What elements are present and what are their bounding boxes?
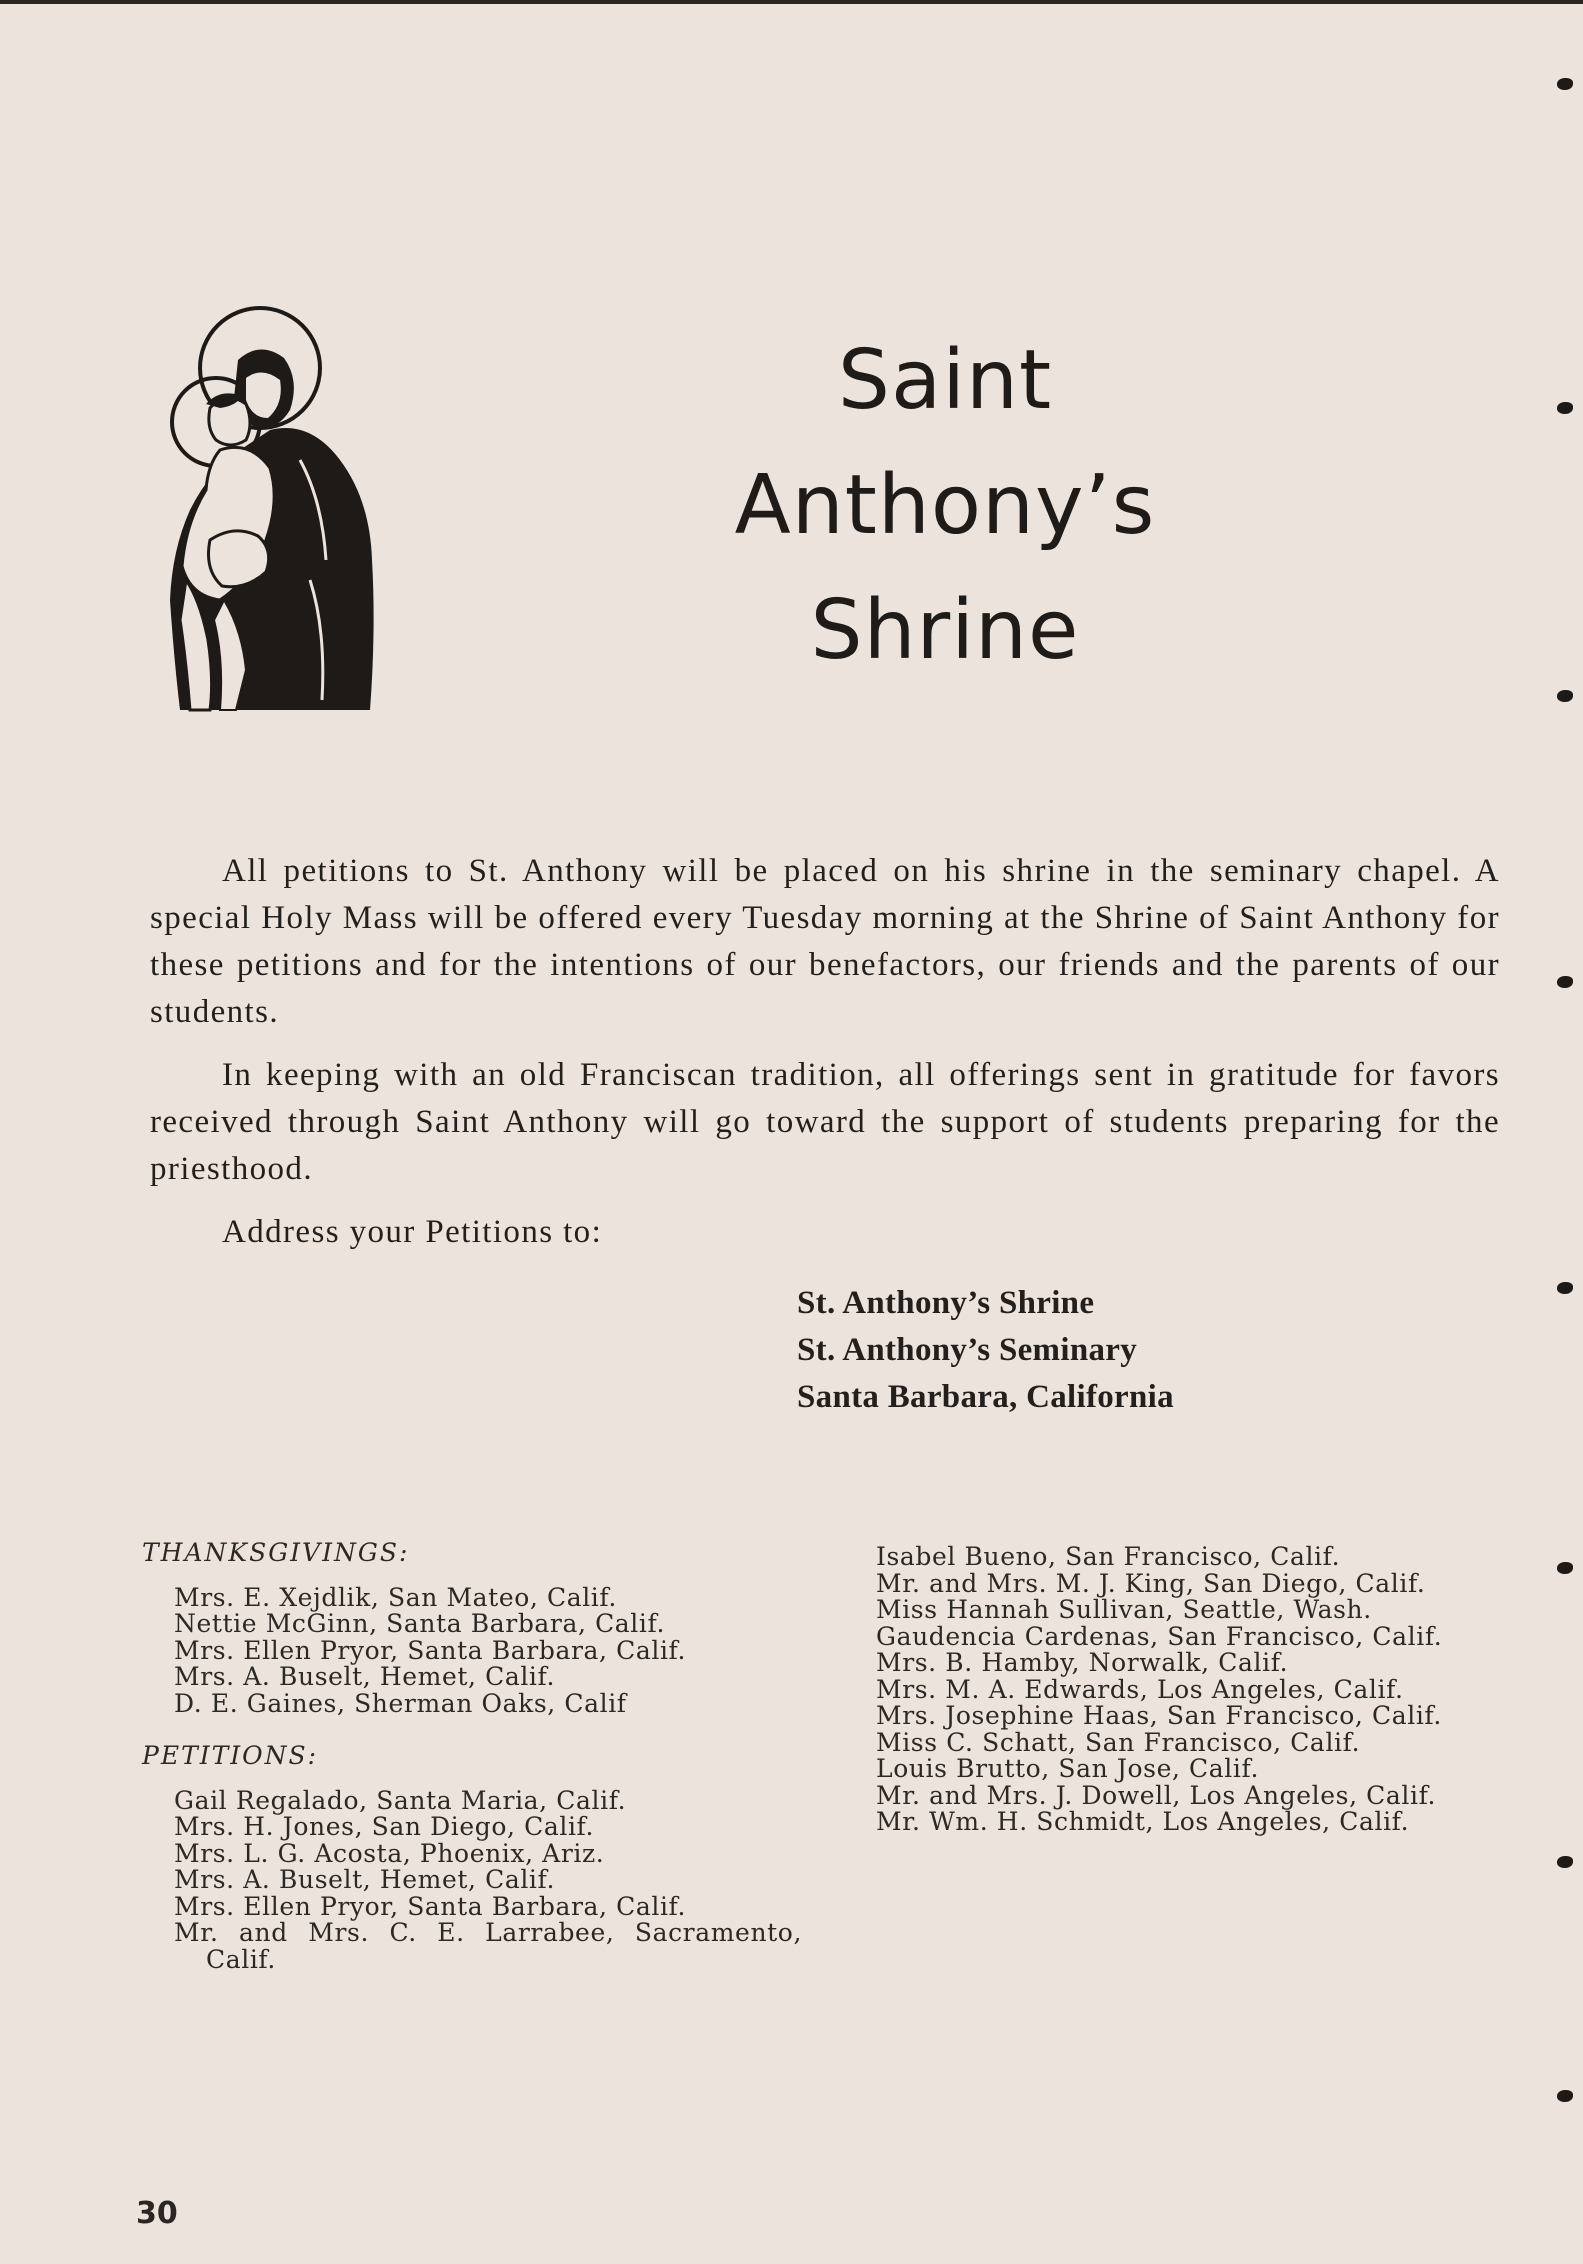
title-line: Shrine — [810, 583, 1080, 678]
list-item: Mrs. H. Jones, San Diego, Calif. — [174, 1812, 595, 1841]
list-item: Mrs. B. Hamby, Norwalk, Calif. — [876, 1648, 1289, 1677]
list-item: Miss Hannah Sullivan, Seattle, Wash. — [876, 1595, 1372, 1624]
binding-hole — [1557, 402, 1573, 414]
address-line: St. Anthony’s Seminary — [797, 1332, 1138, 1368]
thanksgivings-list — [142, 1582, 802, 1718]
list-item: Mr. and Mrs. C. E. Larrabee, Sacramento, Calif. — [174, 1918, 802, 1974]
binding-hole — [1557, 1282, 1573, 1294]
page-title — [640, 318, 1250, 693]
list-item: Miss C. Schatt, San Francisco, Calif. — [876, 1727, 1361, 1757]
intro-text — [150, 848, 1500, 1209]
list-item: Mrs. Ellen Pryor, Santa Barbara, Calif. — [174, 1635, 687, 1665]
list-item: Nettie McGinn, Santa Barbara, Calif. — [174, 1609, 666, 1638]
list-item: Mr. and Mrs. M. J. King, San Diego, Calif. — [876, 1568, 1426, 1598]
intro-paragraph: All petitions to St. Anthony will be placed on his shrine in the seminary chapel. A special Holy Mass will be offered every Tuesday morning at the Shrine of Saint Anthony for these petitions and for the intentions of our benefactors, our friends and the parents of our students. — [150, 853, 1500, 1030]
title-line: Anthony’s — [734, 458, 1156, 553]
left-column — [142, 1540, 802, 1999]
list-item: Gaudencia Cardenas, San Francisco, Calif. — [876, 1621, 1443, 1651]
list-item: Mrs. Josephine Haas, San Francisco, Calif. — [876, 1701, 1442, 1730]
list-item: Mrs. Ellen Pryor, Santa Barbara, Calif. — [174, 1891, 687, 1921]
binding-hole — [1557, 690, 1573, 702]
list-item: Gail Regalado, Santa Maria, Calif. — [174, 1785, 627, 1815]
page-top-edge — [0, 0, 1583, 4]
intro-paragraph: In keeping with an old Franciscan tradition, all offerings sent in gratitude for favors received through Saint Anthony will go toward the support of students preparing for the priesthood. — [150, 1057, 1500, 1187]
right-column — [876, 1544, 1496, 1836]
list-item: Mrs. A. Buselt, Hemet, Calif. — [174, 1662, 556, 1691]
mailing-address — [797, 1280, 1174, 1421]
petitions-heading: PETITIONS: — [142, 1741, 319, 1770]
address-line: Santa Barbara, California — [797, 1379, 1174, 1415]
list-item: Mr. Wm. H. Schmidt, Los Angeles, Calif. — [876, 1807, 1410, 1836]
list-item: Mrs. A. Buselt, Hemet, Calif. — [174, 1865, 556, 1894]
title-line: Saint — [837, 333, 1053, 428]
thanksgivings-heading: THANKSGIVINGS: — [142, 1538, 410, 1567]
binding-hole — [1557, 1562, 1573, 1574]
list-item: Louis Brutto, San Jose, Calif. — [876, 1754, 1259, 1783]
binding-hole — [1557, 1856, 1573, 1868]
binding-hole — [1557, 2090, 1573, 2102]
binding-hole — [1557, 78, 1573, 90]
list-item: D. E. Gaines, Sherman Oaks, Calif — [174, 1688, 627, 1718]
binding-hole — [1557, 976, 1573, 988]
address-line: St. Anthony’s Shrine — [797, 1285, 1095, 1321]
list-item: Isabel Bueno, San Francisco, Calif. — [876, 1542, 1341, 1571]
list-item: Mrs. L. G. Acosta, Phoenix, Ariz. — [174, 1838, 605, 1868]
list-item: Mrs. M. A. Edwards, Los Angeles, Calif. — [876, 1674, 1404, 1704]
list-item: Mrs. E. Xejdlik, San Mateo, Calif. — [174, 1582, 617, 1612]
st-anthony-with-child-icon — [150, 300, 400, 715]
petitions-list-left — [142, 1785, 802, 1974]
address-lead: Address your Petitions to: — [222, 1214, 603, 1250]
page-number: 30 — [136, 2196, 178, 2231]
list-item: Mr. and Mrs. J. Dowell, Los Angeles, Calif. — [876, 1780, 1437, 1810]
